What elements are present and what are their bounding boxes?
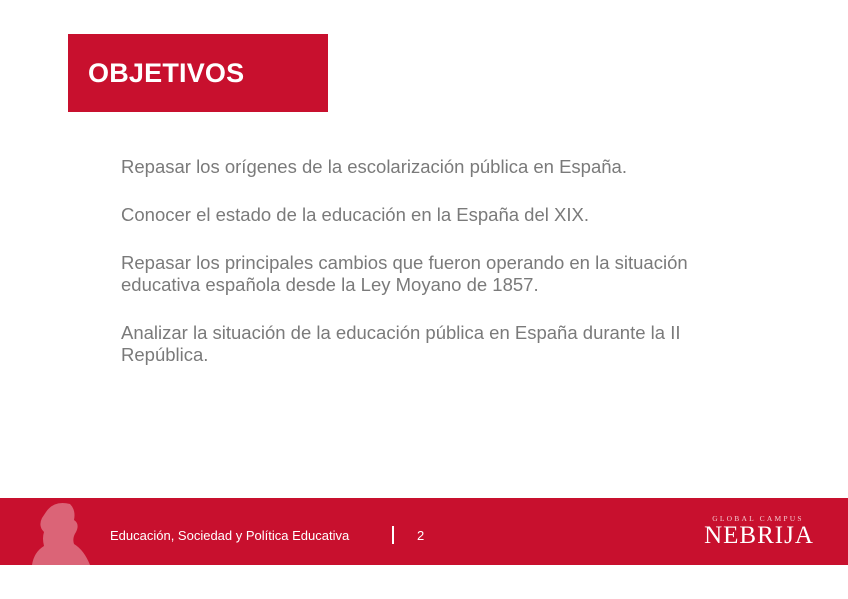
objective-item: Conocer el estado de la educación en la España del XIX. — [121, 204, 589, 225]
course-name: Educación, Sociedad y Política Educativa — [110, 528, 350, 543]
slide-title: OBJETIVOS — [88, 57, 245, 88]
objective-item: Repasar los orígenes de la escolarización pública en España. — [121, 156, 627, 177]
objectives-list — [121, 156, 721, 392]
logo-nebrija: NEBRIJA — [704, 522, 814, 549]
objective-item: Repasar los principales cambios que fueron operando en la situación educativa española desde la Ley Moyano de 1857. — [121, 252, 688, 295]
nebrija-portrait-icon — [24, 498, 94, 565]
logo-global-campus: GLOBAL CAMPUS — [712, 514, 804, 523]
footer-bar — [0, 498, 848, 565]
footer-divider — [392, 526, 394, 544]
title-banner — [68, 34, 328, 112]
objective-item: Analizar la situación de la educación pública en España durante la II República. — [121, 322, 681, 365]
page-number: 2 — [417, 528, 425, 543]
